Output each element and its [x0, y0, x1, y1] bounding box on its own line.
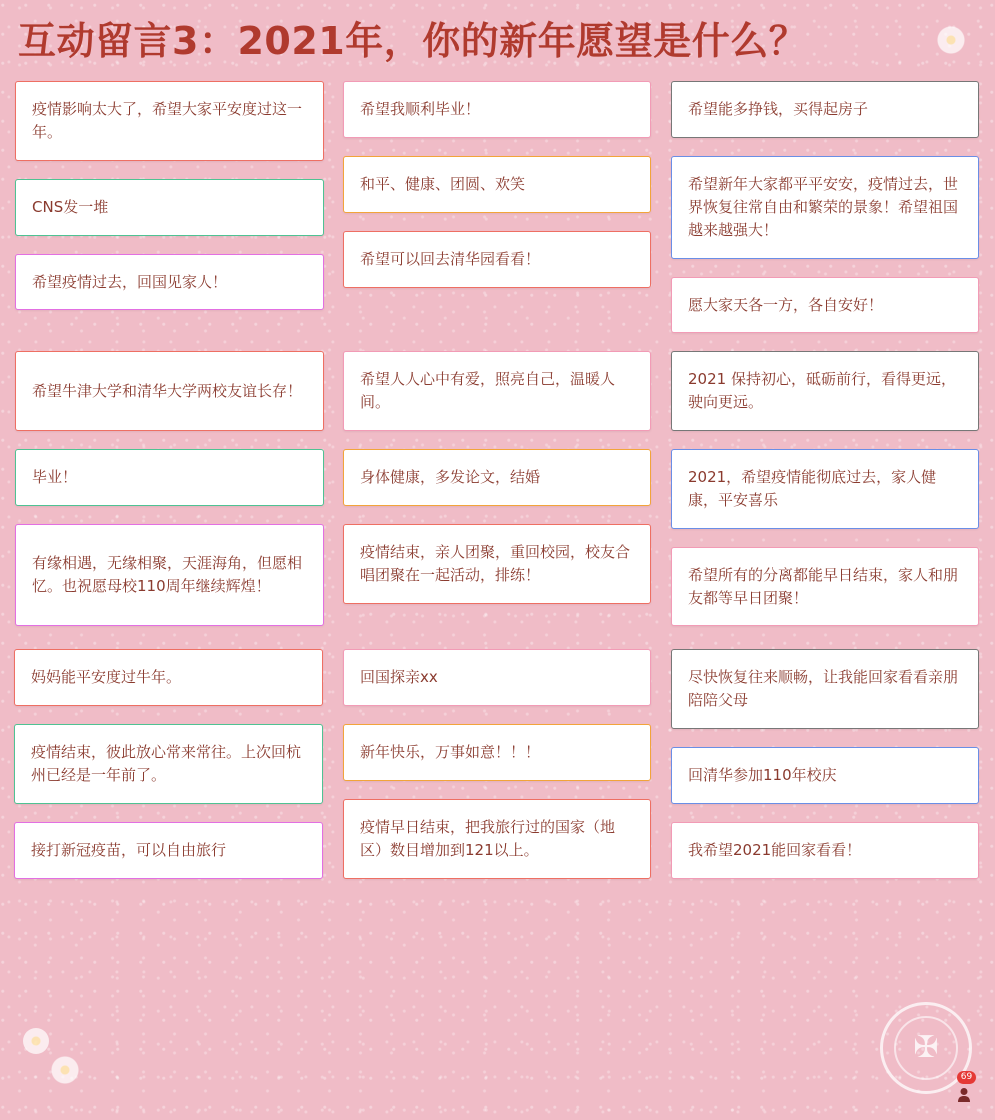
wish-card[interactable]: [343, 449, 651, 506]
wish-text: 尽快恢复往来顺畅，让我能回家看看亲朋陪陪父母: [688, 668, 959, 709]
wish-card[interactable]: [15, 524, 324, 626]
flower-icon: [23, 1028, 49, 1054]
flower-icon: [47, 1052, 83, 1088]
wish-text: 希望疫情过去，回国见家人！: [32, 272, 228, 291]
wish-text: 2021，希望疫情能彻底过去，家人健康，平安喜乐: [688, 468, 937, 509]
wish-card[interactable]: [671, 277, 979, 333]
wish-card[interactable]: [343, 649, 651, 706]
wish-text: 希望我顺利毕业！: [360, 100, 481, 118]
wish-text: 疫情结束，亲人团聚，重回校园，校友合唱团聚在一起活动，排练！: [360, 543, 631, 584]
wish-card[interactable]: [343, 351, 651, 431]
wish-card[interactable]: [671, 351, 979, 431]
wish-text: 愿大家天各一方，各自安好！: [688, 295, 884, 314]
viewer-count-badge: 69: [957, 1071, 976, 1084]
wish-text: 疫情结束，彼此放心常来常往。上次回杭州已经是一年前了。: [31, 743, 302, 784]
wish-card[interactable]: [343, 156, 651, 213]
wish-text: 希望牛津大学和清华大学两校友谊长存！: [32, 381, 303, 400]
wish-card[interactable]: [671, 747, 979, 804]
wish-text: 毕业！: [32, 468, 78, 486]
wish-card[interactable]: [671, 81, 979, 138]
wish-text: 和平、健康、团圆、欢笑: [360, 175, 526, 193]
wish-text: 2021 保持初心，砥砺前行，看得更远，驶向更远。: [688, 370, 956, 411]
wish-card[interactable]: [343, 724, 651, 781]
wish-text: 希望人人心中有爱，照亮自己，温暖人间。: [360, 370, 616, 411]
wish-text: 希望新年大家都平平安安，疫情过去，世界恢复往常自由和繁荣的景象！希望祖国越来越强大！: [688, 175, 959, 239]
wish-card[interactable]: [15, 81, 324, 161]
flower-icon: [933, 22, 969, 58]
wish-card[interactable]: [671, 649, 979, 729]
wish-text: 希望所有的分离都能早日结束，家人和朋友都等早日团聚！: [688, 565, 959, 607]
wish-card[interactable]: [15, 254, 324, 310]
page-title: 互动留言3：2021年，你的新年愿望是什么？: [18, 19, 808, 63]
wish-card[interactable]: [343, 799, 651, 879]
wish-card[interactable]: [671, 449, 979, 529]
wish-card[interactable]: [14, 724, 323, 804]
wish-card[interactable]: [671, 822, 979, 879]
wish-card[interactable]: [671, 156, 979, 259]
wish-text: 疫情影响太大了，希望大家平安度过这一年。: [32, 100, 303, 141]
wish-text: 疫情早日结束，把我旅行过的国家（地区）数目增加到121以上。: [360, 818, 616, 859]
wish-text: 妈妈能平安度过牛年。: [31, 668, 182, 686]
wish-card[interactable]: [15, 351, 324, 431]
wish-text: 接打新冠疫苗，可以自由旅行: [31, 841, 227, 859]
wish-text: 回清华参加110年校庆: [688, 766, 837, 784]
wish-card[interactable]: [343, 524, 651, 604]
wish-card[interactable]: [343, 231, 651, 288]
wish-text: 身体健康，多发论文，结婚: [360, 468, 541, 486]
wish-card[interactable]: [343, 81, 651, 138]
seal-cross-icon: ✠: [894, 1016, 958, 1080]
wish-card[interactable]: [671, 547, 979, 626]
wish-text: 我希望2021能回家看看！: [688, 841, 862, 859]
wish-card[interactable]: [15, 179, 324, 236]
wish-card[interactable]: [14, 649, 323, 706]
wish-card[interactable]: [15, 449, 324, 506]
wish-text: 有缘相遇，无缘相聚，天涯海角，但愿相忆。也祝愿母校110周年继续辉煌！: [32, 554, 303, 595]
wish-text: 新年快乐，万事如意！！！: [360, 743, 541, 761]
wish-text: 回国探亲xx: [360, 668, 438, 686]
person-icon[interactable]: [957, 1087, 971, 1103]
wish-text: 希望可以回去清华园看看！: [360, 250, 541, 268]
wish-text: 希望能多挣钱，买得起房子: [688, 100, 869, 118]
wish-text: CNS发一堆: [32, 198, 109, 216]
wish-card[interactable]: [14, 822, 323, 879]
